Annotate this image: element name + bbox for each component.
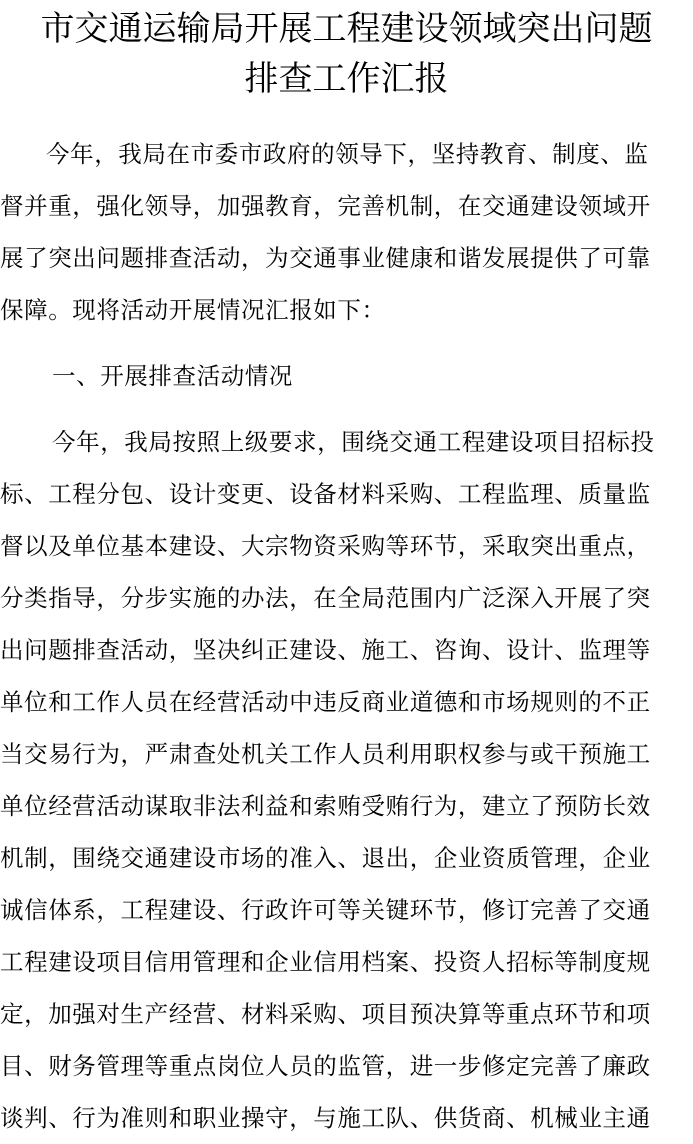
document-body (0, 128, 693, 1144)
paragraph-line: 督并重，强化领导，加强教育，完善机制，在交通建设领域开 (0, 192, 651, 220)
paragraph-line: 诚信体系，工程建设、行政许可等关键环节，修订完善了交通 (0, 896, 651, 924)
paragraph-line: 定，加强对生产经营、材料采购、项目预决算等重点环节和项 (0, 1000, 651, 1028)
paragraph-line: 展了突出问题排查活动，为交通事业健康和谐发展提供了可靠 (0, 244, 651, 272)
paragraph-section-1 (0, 416, 693, 1144)
paragraph-line: 工程建设项目信用管理和企业信用档案、投资人招标等制度规 (0, 948, 651, 976)
title-line-2: 排查工作汇报 (244, 59, 449, 99)
paragraph-intro (0, 128, 693, 336)
paragraph-line: 当交易行为，严肃查处机关工作人员利用职权参与或干预施工 (0, 740, 651, 768)
paragraph-line: 单位和工作人员在经营活动中违反商业道德和市场规则的不正 (0, 688, 651, 716)
paragraph-line: 单位经营活动谋取非法利益和索贿受贿行为，建立了预防长效 (0, 792, 651, 820)
document-title (0, 0, 693, 104)
title-line-1: 市交通运输局开展工程建设领域突出问题 (40, 9, 653, 49)
paragraph-line: 谈判、行为准则和职业操守，与施工队、供货商、机械业主通 (0, 1104, 651, 1132)
paragraph-line: 今年，我局在市委市政府的领导下，坚持教育、制度、监 (46, 140, 649, 168)
paragraph-line: 分类指导，分步实施的办法，在全局范围内广泛深入开展了突 (0, 584, 651, 612)
paragraph-line: 出问题排查活动，坚决纠正建设、施工、咨询、设计、监理等 (0, 636, 651, 664)
paragraph-line: 机制，围绕交通建设市场的准入、退出，企业资质管理，企业 (0, 844, 651, 872)
paragraph-line: 保障。现将活动开展情况汇报如下： (0, 296, 386, 324)
section-heading-1: 一、开展排查活动情况 (52, 362, 293, 390)
paragraph-line: 标、工程分包、设计变更、设备材料采购、工程监理、质量监 (0, 480, 651, 508)
paragraph-line: 目、财务管理等重点岗位人员的监管，进一步修定完善了廉政 (0, 1052, 651, 1080)
paragraph-line: 今年，我局按照上级要求，围绕交通工程建设项目招标投 (52, 428, 655, 456)
paragraph-line: 督以及单位基本建设、大宗物资采购等环节，采取突出重点， (0, 532, 651, 560)
